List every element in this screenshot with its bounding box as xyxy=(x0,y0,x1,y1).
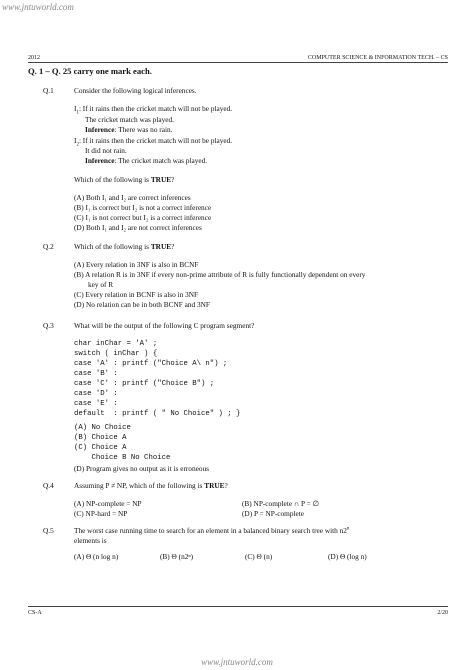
footer-page-number: 2/20 xyxy=(437,610,448,616)
q4-number: Q.4 xyxy=(43,481,54,490)
q1-inference-1-conclusion: Inference: There was no rain. xyxy=(85,125,173,134)
q1-question: Which of the following is TRUE? xyxy=(74,175,175,184)
section-title: Q. 1 – Q. 25 carry one mark each. xyxy=(28,66,152,76)
q2-question: Which of the following is TRUE? xyxy=(74,242,175,251)
q3-number: Q.3 xyxy=(43,321,54,330)
q1-option-c: (C) I₁ is not correct but I₂ is a correct inference xyxy=(74,213,212,222)
q5-option-a: (A) Θ (n log n) xyxy=(74,552,119,561)
q3-stem: What will be the output of the following C program segment? xyxy=(74,321,255,330)
q2-option-b-cont: key of R xyxy=(88,280,114,289)
watermark-top: www.jntuworld.com xyxy=(2,2,74,12)
q5-stem-line2: elements is xyxy=(74,536,107,545)
q2-option-d: (D) No relation can be in both BCNF and 3NF xyxy=(74,300,210,309)
q1-stem: Consider the following logical inferences. xyxy=(74,86,197,95)
q5-option-c: (C) Θ (n) xyxy=(245,552,273,561)
q5-option-d: (D) Θ (log n) xyxy=(328,552,367,561)
q3-option-b: (B) Choice A xyxy=(74,434,127,442)
q3-code-line-7: case 'E' : xyxy=(74,400,118,408)
q1-inference-1: $I_1$: If it rains then the cricket match will not be played. xyxy=(74,104,233,116)
q2-option-b: (B) A relation R is in 3NF if every non-prime attribute of R is fully functionally dependent on every xyxy=(74,270,366,279)
q4-option-c: (C) NP-hard = NP xyxy=(74,509,128,518)
q5-stem-line1: The worst case running time to search for an element in a balanced binary search tree with n2$^n$ xyxy=(74,526,350,535)
q5-number: Q.5 xyxy=(43,526,54,535)
q3-code-line-3: case 'A' : printf ("Choice A\ n") ; xyxy=(74,360,228,368)
q3-code-line-2: switch ( inChar ) { xyxy=(74,350,158,358)
q4-option-a: (A) NP-complete = NP xyxy=(74,499,142,508)
q1-option-b: (B) I₁ is correct but I₂ is not a correct inference xyxy=(74,203,212,212)
header-subject: COMPUTER SCIENCE & INFORMATION TECH. – CS xyxy=(307,55,448,61)
q1-number: Q.1 xyxy=(43,86,54,95)
header-year: 2012 xyxy=(28,55,40,61)
q4-option-d: (D) P = NP-complete xyxy=(242,509,305,518)
q4-option-b: (B) NP-complete ∩ P = ∅ xyxy=(242,499,319,508)
q1-inference-2-conclusion: Inference: The cricket match was played. xyxy=(85,156,208,165)
q2-number: Q.2 xyxy=(43,242,54,251)
footer-left: CS-A xyxy=(28,610,42,616)
q3-code-line-6: case 'D' : xyxy=(74,390,118,398)
q3-option-d: (D) Program gives no output as it is erroneous xyxy=(74,464,209,473)
q3-option-a: (A) No Choice xyxy=(74,424,131,432)
q1-option-a: (A) Both I₁ and I₂ are correct inferences xyxy=(74,193,191,202)
q2-option-c: (C) Every relation in BCNF is also in 3NF xyxy=(74,290,199,299)
q3-code-line-4: case 'B' : xyxy=(74,370,118,378)
q4-question: Assuming P ≠ NP, which of the following is TRUE? xyxy=(74,481,228,490)
q2-option-a: (A) Every relation in 3NF is also in BCNF xyxy=(74,260,199,269)
q3-option-c: (C) Choice A xyxy=(74,444,127,452)
q3-code-line-1: char inChar = 'A' ; xyxy=(74,340,158,348)
watermark-bottom: www.jntuworld.com xyxy=(201,657,273,667)
q1-inference-2-line2: It did not rain. xyxy=(85,146,127,155)
q3-option-c-cont: Choice B No Choice xyxy=(74,454,171,462)
footer-rule xyxy=(28,606,448,607)
header-rule xyxy=(28,62,448,63)
q3-code-line-5: case 'C' : printf ("Choice B") ; xyxy=(74,380,215,388)
q5-option-b: (B) Θ (n2ⁿ) xyxy=(160,552,194,561)
q1-option-d: (D) Both I₁ and I₂ are not correct inferences xyxy=(74,223,202,232)
q1-inference-1-line2: The cricket match was played. xyxy=(85,115,174,124)
q3-code-line-8: default : printf ( " No Choice" ) ; } xyxy=(74,410,241,418)
q1-inference-2: $I_2$: If it rains then the cricket match will not be played. xyxy=(74,136,233,148)
